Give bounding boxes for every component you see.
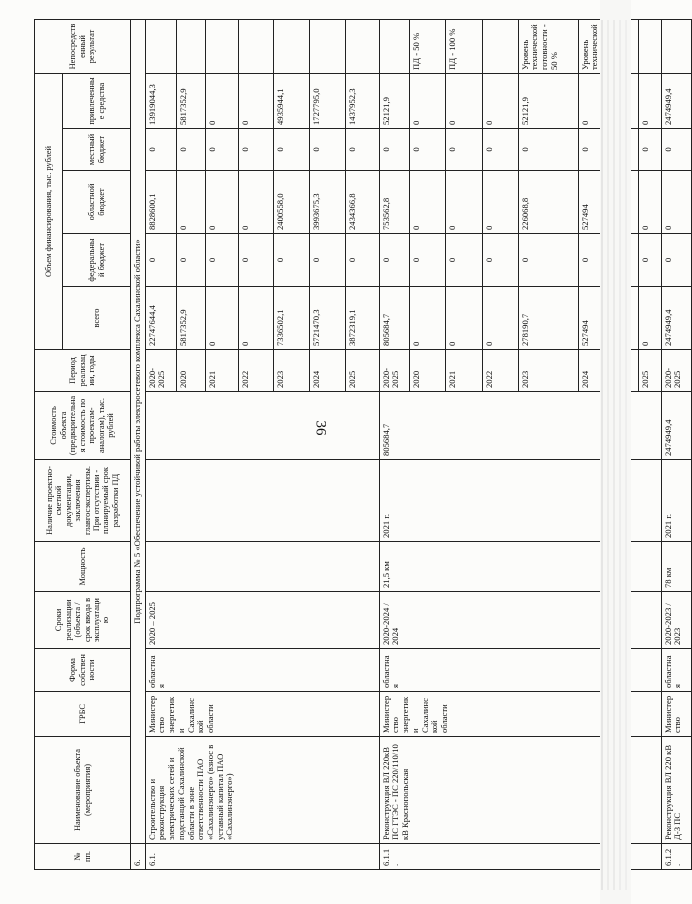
object-cost: 2474949,4 — [661, 392, 691, 460]
terms: 2020 – 2025 — [145, 592, 379, 649]
funding-local: 0 — [145, 129, 176, 171]
funding-federal: 0 — [345, 234, 379, 287]
direct-result: ПД - 100 % — [445, 20, 482, 74]
funding-attracted: 0 — [578, 74, 638, 129]
terms: 2020-2024 / 2024 — [379, 592, 661, 649]
period: 2023 — [518, 350, 578, 392]
direct-result — [661, 20, 691, 74]
psd-status: 2021 г. — [661, 460, 691, 542]
rotated-table-container — [34, 20, 683, 870]
funding-local: 0 — [273, 129, 309, 171]
ownership: областная — [661, 649, 691, 692]
header-ownership: Форма собственности — [35, 649, 131, 692]
period: 2022 — [238, 350, 273, 392]
funding-regional: 0 — [176, 171, 205, 234]
object-name: Строительство и реконструкция электрических сетей и подстанций Сахалинской области в зоне ответственности ПАО «Сахалинэнерго» (взнос в уставный капитал ПАО «Сахалинэнерго») — [145, 737, 379, 844]
funding-regional: 226068,8 — [518, 171, 578, 234]
direct-result — [345, 20, 379, 74]
funding-total: 278190,7 — [518, 287, 578, 350]
header-grbs: ГРБС — [35, 692, 131, 737]
funding-attracted: 0 — [445, 74, 482, 129]
funding-local: 0 — [205, 129, 238, 171]
funding-federal: 0 — [238, 234, 273, 287]
funding-total: 0 — [482, 287, 518, 350]
object-name: Реконструкция ВЛ 220кВ ПС ГТЭС - ПС 220/110/10 кВ Краснопольская — [379, 737, 661, 844]
funding-regional: 0 — [238, 171, 273, 234]
funding-regional: 2434366,8 — [345, 171, 379, 234]
funding-attracted: 2474949,4 — [661, 74, 691, 129]
capacity: 78 км — [661, 542, 691, 592]
funding-attracted: 0 — [638, 74, 661, 129]
funding-total: 2474949,4 — [661, 287, 691, 350]
header-terms: Сроки реализации (объекта / срок ввода в эксплуатацию — [35, 592, 131, 649]
period: 2020 — [176, 350, 205, 392]
grbs: Министерство энергетики Сахалинской области — [145, 692, 379, 737]
header-regional: областной бюджет — [63, 171, 131, 234]
funding-attracted: 52121,9 — [379, 74, 409, 129]
section-row — [131, 20, 146, 870]
funding-attracted: 0 — [482, 74, 518, 129]
funding-regional: 0 — [409, 171, 445, 234]
header-psd: Наличие проектно-сметной документации, заключения главгосэкспертизы. При отсутствии - планируемый срок разработки ПД — [35, 460, 131, 542]
funding-local: 0 — [518, 129, 578, 171]
funding-attracted: 1437952,3 — [345, 74, 379, 129]
funding-regional: 0 — [661, 171, 691, 234]
funding-attracted: 1727795,0 — [309, 74, 345, 129]
terms: 2020-2023 / 2023 — [661, 592, 691, 649]
direct-result — [379, 20, 409, 74]
funding-regional: 0 — [482, 171, 518, 234]
funding-federal: 0 — [661, 234, 691, 287]
funding-total: 7336502,1 — [273, 287, 309, 350]
funding-total: 0 — [445, 287, 482, 350]
row-num: 6.1.1. — [379, 844, 661, 870]
period: 2024 — [309, 350, 345, 392]
section-title: Подпрограмма № 5 «Обеспечение устойчивой работы электросетевого комплекса Сахалинской области» — [131, 20, 146, 844]
funding-federal: 0 — [379, 234, 409, 287]
funding-federal: 0 — [409, 234, 445, 287]
direct-result — [145, 20, 176, 74]
funding-federal: 0 — [445, 234, 482, 287]
funding-total: 527494 — [578, 287, 638, 350]
funding-federal: 0 — [482, 234, 518, 287]
capacity — [145, 542, 379, 592]
page-number: 36 — [312, 420, 329, 436]
funding-federal: 0 — [578, 234, 638, 287]
funding-regional: 0 — [205, 171, 238, 234]
grbs: Министерство — [661, 692, 691, 737]
table-row — [145, 20, 176, 870]
funding-regional: 753562,8 — [379, 171, 409, 234]
funding-local: 0 — [238, 129, 273, 171]
direct-result — [482, 20, 518, 74]
header-local: местный бюджет — [63, 129, 131, 171]
header-period: Период реализации, годы — [35, 350, 131, 392]
funding-regional: 0 — [445, 171, 482, 234]
funding-attracted: 0 — [205, 74, 238, 129]
psd-status: 2021 г. — [379, 460, 661, 542]
header-total: всего — [63, 287, 131, 350]
header-name: Наименование объекта (мероприятия) — [35, 737, 131, 844]
section-num: 6. — [131, 844, 146, 870]
grbs: Министерство энергетики Сахалинской области — [379, 692, 661, 737]
row-num: 6.1. — [145, 844, 379, 870]
funding-attracted: 5817352,9 — [176, 74, 205, 129]
funding-federal: 0 — [273, 234, 309, 287]
psd-status — [145, 460, 379, 542]
scan-edge-stripes — [600, 0, 631, 904]
funding-regional: 8828600,1 — [145, 171, 176, 234]
funding-federal: 0 — [205, 234, 238, 287]
funding-federal: 0 — [145, 234, 176, 287]
funding-total: 0 — [205, 287, 238, 350]
object-name: Реконструкция ВЛ 220 кВ Д-3 ПС — [661, 737, 691, 844]
direct-result — [273, 20, 309, 74]
funding-total: 5721470,3 — [309, 287, 345, 350]
header-cost: Стоимость объекта (предварительная стоимость по проектам-аналогам), тыс. рублей — [35, 392, 131, 460]
funding-local: 0 — [379, 129, 409, 171]
funding-attracted: 13919044,3 — [145, 74, 176, 129]
period: 2025 — [345, 350, 379, 392]
funding-local: 0 — [409, 129, 445, 171]
funding-regional: 2400558,0 — [273, 171, 309, 234]
direct-result — [238, 20, 273, 74]
funding-federal: 0 — [176, 234, 205, 287]
direct-result — [309, 20, 345, 74]
funding-regional: 527494 — [578, 171, 638, 234]
header-funding: Объем финансирования, тыс. рублей — [35, 74, 63, 350]
funding-total: 5817352,9 — [176, 287, 205, 350]
period: 2020-2025 — [145, 350, 176, 392]
period: 2024 — [578, 350, 638, 392]
direct-result: Уровень технической — [578, 20, 638, 74]
period: 2025 — [638, 350, 661, 392]
funding-local: 0 — [345, 129, 379, 171]
direct-result: Уровень технической готовности - 50 % — [518, 20, 578, 74]
funding-local: 0 — [638, 129, 661, 171]
ownership: областная — [145, 649, 379, 692]
funding-attracted: 52121,9 — [518, 74, 578, 129]
header-num: № пп. — [35, 844, 131, 870]
funding-regional: 3993675,3 — [309, 171, 345, 234]
funding-regional: 0 — [638, 171, 661, 234]
funding-local: 0 — [176, 129, 205, 171]
period: 2020-2025 — [379, 350, 409, 392]
funding-attracted: 4935944,1 — [273, 74, 309, 129]
funding-attracted: 0 — [409, 74, 445, 129]
funding-federal: 0 — [518, 234, 578, 287]
funding-total: 3872319,1 — [345, 287, 379, 350]
funding-total: 22747644,4 — [145, 287, 176, 350]
object-cost: 805684,7 — [379, 392, 661, 460]
funding-local: 0 — [309, 129, 345, 171]
period: 2020-2025 — [661, 350, 691, 392]
header-attracted: привлеченные средства — [63, 74, 131, 129]
funding-federal: 0 — [309, 234, 345, 287]
funding-local: 0 — [578, 129, 638, 171]
direct-result: ПД - 50 % — [409, 20, 445, 74]
table-row — [661, 20, 691, 870]
header-result: Непосредственный результат — [35, 20, 131, 74]
direct-result — [176, 20, 205, 74]
funding-local: 0 — [445, 129, 482, 171]
table-row — [379, 20, 409, 870]
funding-total: 0 — [238, 287, 273, 350]
period: 2021 — [445, 350, 482, 392]
direct-result — [638, 20, 661, 74]
ownership: областная — [379, 649, 661, 692]
period: 2023 — [273, 350, 309, 392]
funding-attracted: 0 — [238, 74, 273, 129]
header-federal: федеральный бюджет — [63, 234, 131, 287]
table-header-row — [35, 20, 63, 870]
period: 2020 — [409, 350, 445, 392]
funding-total: 805684,7 — [379, 287, 409, 350]
period: 2022 — [482, 350, 518, 392]
funding-total: 0 — [638, 287, 661, 350]
header-capacity: Мощность — [35, 542, 131, 592]
funding-total: 0 — [409, 287, 445, 350]
funding-federal: 0 — [638, 234, 661, 287]
funding-local: 0 — [661, 129, 691, 171]
capacity: 21,5 км — [379, 542, 661, 592]
financing-table — [34, 19, 692, 870]
period: 2021 — [205, 350, 238, 392]
direct-result — [205, 20, 238, 74]
funding-local: 0 — [482, 129, 518, 171]
row-num: 6.1.2. — [661, 844, 691, 870]
object-cost — [145, 392, 379, 460]
